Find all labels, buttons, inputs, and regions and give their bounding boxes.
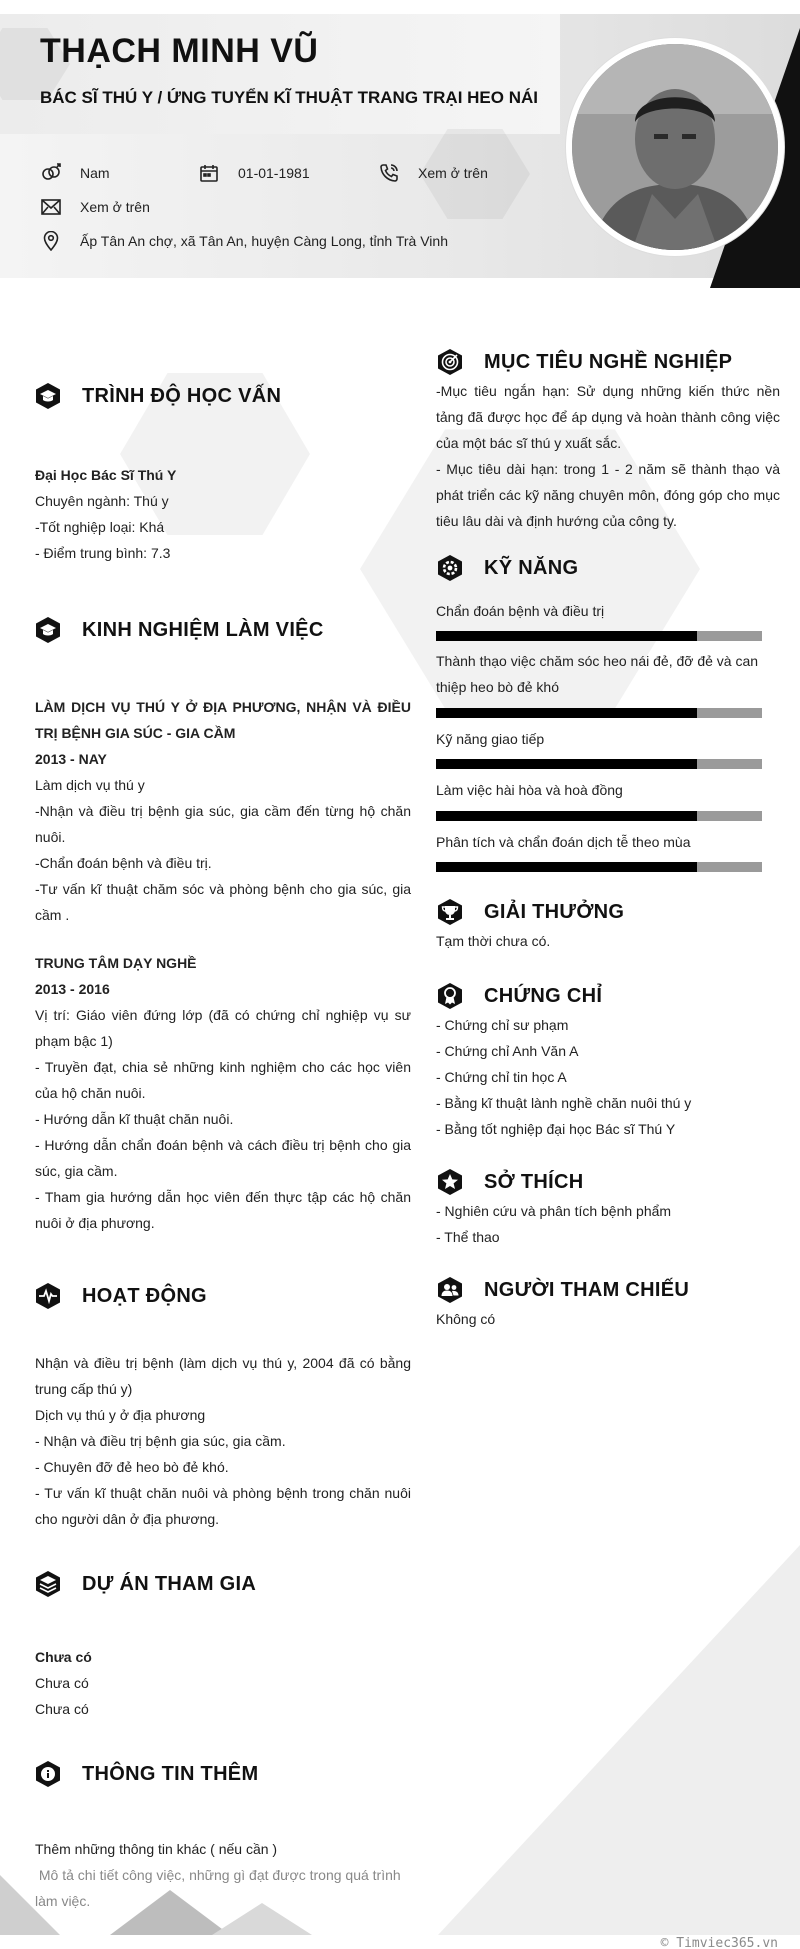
skill-bar [436,759,762,769]
hobby-item: - Thể thao [436,1229,500,1245]
skill-bar [436,708,762,718]
skill-bar-fill [436,708,697,718]
hobby-item: - Nghiên cứu và phân tích bệnh phẩm [436,1203,672,1219]
certificate-item: - Chứng chỉ tin học A [436,1069,567,1085]
gender-icon [40,162,62,184]
cv-paper [0,14,800,1935]
skill-bar [436,862,762,872]
job-company: TRUNG TÂM DẠY NGHỀ [35,955,197,971]
skill-bar [436,811,762,821]
address-row [40,230,448,252]
section-title: CHỨNG CHỈ [484,984,603,1007]
references-text: Không có [436,1311,496,1327]
section-title: NGƯỜI THAM CHIẾU [484,1278,690,1301]
trophy-icon [436,898,464,926]
section-title: KỸ NĂNG [484,556,579,579]
job-period: 2013 - 2016 [35,981,110,997]
info-icon [34,1760,62,1788]
briefcase-icon [34,616,62,644]
watermark-text: © Timviec365.vn [660,1936,778,1949]
section-hobbies-heading [436,1168,583,1196]
objective-text: -Mục tiêu ngắn hạn: Sử dụng những kiến thức nền tảng đã được học để áp dụng và hoàn thành công việc của một bác sĩ thú y xuất sắc. - Mục tiêu dài hạn: trong 1 - 2 năm sẽ thành thạo và phát triển các kỹ năng chuyên môn, đóng góp cho mục tiêu lâu dài và định hướng của công ty. [436,383,780,529]
job-details: Làm dịch vụ thú y -Nhận và điều trị bệnh gia súc, gia cầm đến từng hộ chăn nuôi. -Chẩn đoán bệnh và điều trị. -Tư vấn kĩ thuật chăm sóc và phòng bệnh cho gia súc, gia cầm . [35,777,411,923]
decor-triangle [0,1875,60,1935]
certificate-item: - Bằng kĩ thuật lành nghề chăn nuôi thú y [436,1095,692,1111]
email-value: Xem ở trên [80,199,150,215]
layers-icon [34,1570,62,1598]
skill-bar-fill [436,811,697,821]
skill-bar-fill [436,759,697,769]
candidate-role: BÁC SĨ THÚ Y / ỨNG TUYỂN KĨ THUẬT TRANG TRẠI HEO NÁI [40,88,538,107]
certificate-item: - Chứng chỉ sư phạm [436,1017,569,1033]
skill-label: Làm việc hài hòa và hoà đồng [436,782,623,798]
calendar-icon [198,162,220,184]
skill-label: Thành thạo việc chăm sóc heo nái đẻ, đỡ đẻ và can thiệp heo bò đẻ khó [436,653,759,695]
extra-placeholder: Mô tả chi tiết công việc, những gì đạt được trong quá trình làm việc. [35,1867,405,1909]
decor-triangle [212,1903,312,1935]
envelope-icon [40,196,62,218]
skill-label: Kỹ năng giao tiếp [436,731,545,747]
section-skills-heading [436,554,578,582]
section-title: HOẠT ĐỘNG [82,1284,207,1307]
projects-block [35,1644,411,1722]
education-block [35,462,415,566]
birthdate-value: 01-01-1981 [238,165,310,181]
section-objective-heading [436,348,732,376]
job-details: Vị trí: Giáo viên đứng lớp (đã có chứng chỉ nghiệp vụ sư phạm bậc 1) - Truyền đạt, chia sẻ những kinh nghiệm cho các học viên của hộ chăn nuôi. - Hướng dẫn kĩ thuật chăn nuôi. - Hướng dẫn chẩn đoán bệnh và cách điều trị bệnh cho gia súc, gia cầm. - Tham gia hướng dẫn học viên đến thực tập các hộ chăn nuôi ở địa phương. [35,1007,411,1231]
education-line: Chuyên ngành: Thú y [35,493,169,509]
birthdate-row [198,162,310,184]
section-title: MỤC TIÊU NGHỀ NGHIỆP [484,350,733,373]
project-name: Chưa có [35,1649,92,1665]
gear-icon [436,554,464,582]
graduation-cap-icon [34,382,62,410]
section-title: THÔNG TIN THÊM [82,1762,259,1785]
skill-label: Chẩn đoán bệnh và điều trị [436,603,605,619]
skill-bar-fill [436,862,697,872]
extra-text: Thêm những thông tin khác ( nếu cần ) [35,1841,278,1857]
section-activities-heading [34,1282,207,1310]
section-experience-heading [34,616,324,644]
email-row [40,196,150,218]
gender-value: Nam [80,165,110,181]
skill-bar-fill [436,631,697,641]
certificates-list [436,1012,780,1142]
target-icon [436,348,464,376]
activities-text: Nhận và điều trị bệnh (làm dịch vụ thú y, 2004 đã có bằng trung cấp thú y) Dịch vụ thú y ở địa phương - Nhận và điều trị bệnh gia súc, gia cầm. - Chuyên đỡ đẻ heo bò đẻ khó. - Tư vấn kĩ thuật chăn nuôi và phòng bệnh trong chăn nuôi cho người dân ở địa phương. [35,1355,411,1527]
awards-text: Tạm thời chưa có. [436,933,551,949]
job-company: LÀM DỊCH VỤ THÚ Y Ở ĐỊA PHƯƠNG, NHẬN VÀ ĐIỀU TRỊ BỆNH GIA SÚC - GIA CẦM [35,699,411,741]
decor-triangle [438,1545,800,1935]
section-awards-heading [436,898,624,926]
certificate-item: - Chứng chỉ Anh Văn A [436,1043,579,1059]
project-line: Chưa có [35,1701,89,1717]
skill-label: Phân tích và chẩn đoán dịch tễ theo mùa [436,834,691,850]
section-projects-heading [34,1570,256,1598]
education-line: -Tốt nghiệp loại: Khá [35,519,165,535]
job-period: 2013 - NAY [35,751,107,767]
skill-bar [436,631,762,641]
people-icon [436,1276,464,1304]
section-education-heading [34,382,281,410]
gender-row [40,162,110,184]
section-extra-heading [34,1760,258,1788]
address-value: Ấp Tân An chợ, xã Tân An, huyện Càng Long, tỉnh Trà Vinh [80,233,448,249]
heartbeat-icon [34,1282,62,1310]
certificate-icon [436,982,464,1010]
experience-job-2 [35,950,411,1236]
phone-value: Xem ở trên [418,165,488,181]
school-name: Đại Học Bác Sĩ Thú Y [35,467,177,483]
phone-icon [378,162,400,184]
section-certificates-heading [436,982,602,1010]
section-references-heading [436,1276,689,1304]
candidate-name: THẠCH MINH VŨ [40,32,319,70]
profile-photo [566,38,784,256]
location-pin-icon [40,230,62,252]
project-line: Chưa có [35,1675,89,1691]
phone-row [378,162,488,184]
hobbies-list [436,1198,780,1250]
section-title: KINH NGHIỆM LÀM VIỆC [82,618,324,641]
section-title: TRÌNH ĐỘ HỌC VẤN [82,384,282,407]
education-line: - Điểm trung bình: 7.3 [35,545,171,561]
section-title: SỞ THÍCH [484,1170,584,1193]
star-icon [436,1168,464,1196]
experience-job-1 [35,694,411,928]
certificate-item: - Bằng tốt nghiệp đại học Bác sĩ Thú Y [436,1121,676,1137]
section-title: GIẢI THƯỞNG [484,900,625,923]
section-title: DỰ ÁN THAM GIA [82,1572,257,1595]
